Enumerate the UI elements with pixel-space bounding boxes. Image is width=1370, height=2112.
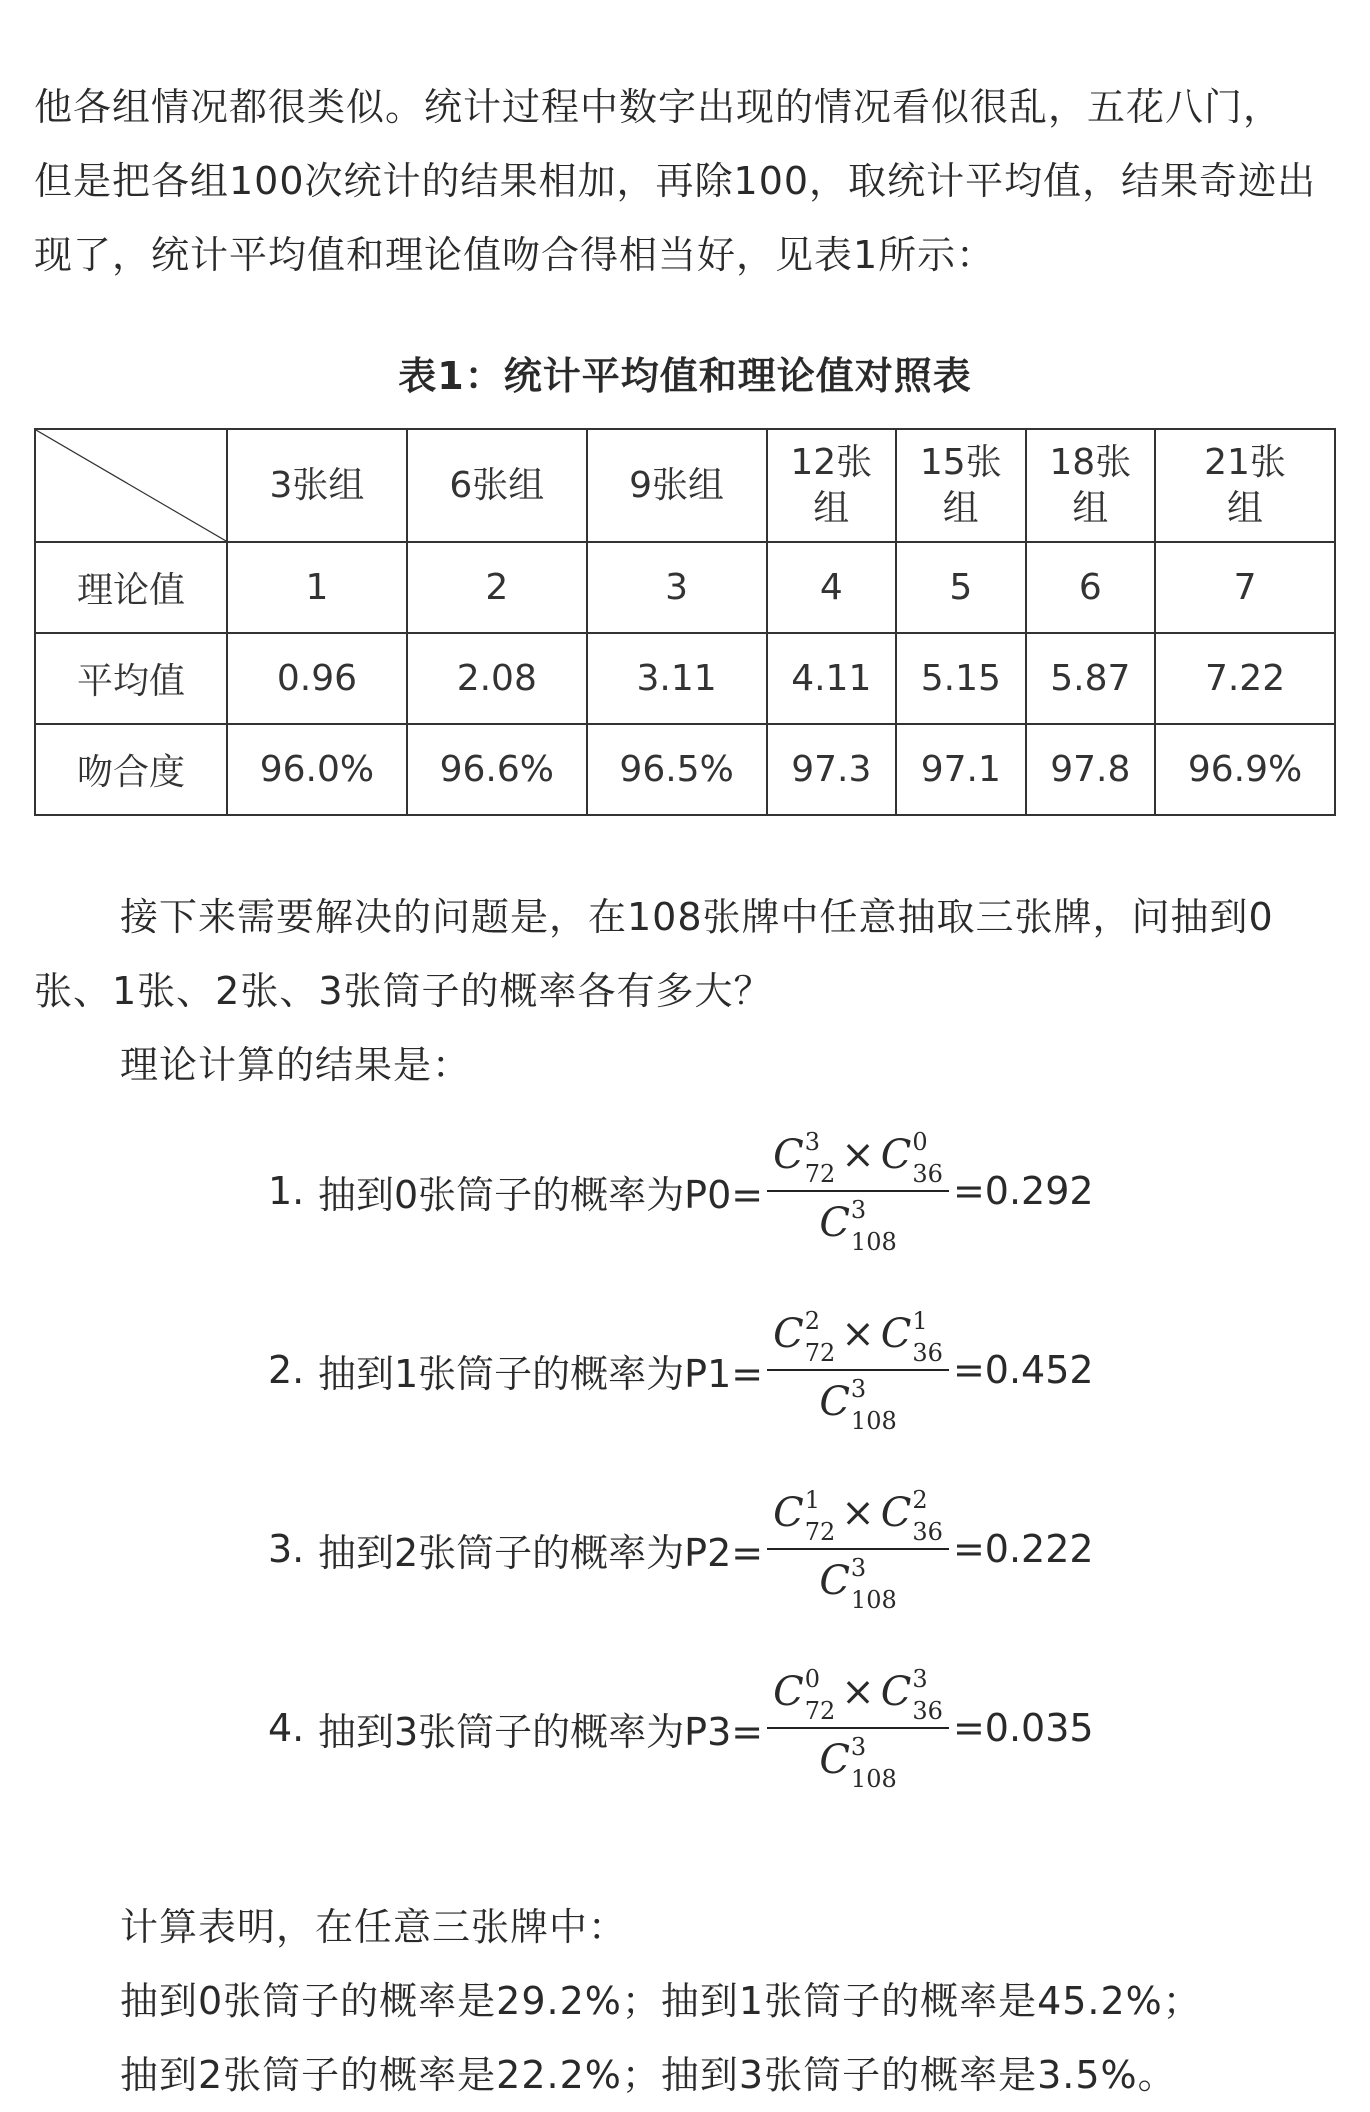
table-cell: 4.11	[767, 633, 897, 724]
table-cell: 96.5%	[587, 724, 767, 815]
question-paragraph	[34, 880, 1334, 1102]
table-cell: 2.08	[407, 633, 587, 724]
column-header: 21张 组	[1155, 429, 1335, 542]
question-line: 张、1张、2张、3张筒子的概率各有多大？	[34, 969, 773, 1013]
question-line: 接下来需要解决的问题是，在108张牌中任意抽取三张牌，问抽到0	[120, 895, 1274, 939]
table-header-row	[35, 429, 1335, 542]
table-cell: 7	[1155, 542, 1335, 633]
row-label: 平均值	[35, 633, 227, 724]
column-header: 15张 组	[896, 429, 1026, 542]
fraction-numerator: C 0 72 × C 3 36	[767, 1669, 949, 1729]
conclusion-paragraph	[34, 1890, 1334, 2112]
formula-result: =0.222	[952, 1527, 1094, 1571]
table-cell: 7.22	[1155, 633, 1335, 724]
table-row-theoretical	[35, 542, 1335, 633]
column-header: 9张组	[587, 429, 767, 542]
table-cell: 96.9%	[1155, 724, 1335, 815]
table-cell: 97.1	[896, 724, 1026, 815]
probability-formula	[268, 1128, 1094, 1256]
row-label: 吻合度	[35, 724, 227, 815]
column-header: 12张 组	[767, 429, 897, 542]
diagonal-corner-cell	[35, 429, 227, 542]
table-cell: 96.0%	[227, 724, 407, 815]
table-row-average	[35, 633, 1335, 724]
table-cell: 5.15	[896, 633, 1026, 724]
table-cell: 4	[767, 542, 897, 633]
intro-line: 现了，统计平均值和理论值吻合得相当好，见表1所示：	[34, 233, 996, 277]
column-header: 18张 组	[1026, 429, 1156, 542]
fraction-denominator: C 3 108	[819, 1196, 897, 1256]
formula-result: =0.452	[952, 1348, 1094, 1392]
table-cell: 97.8	[1026, 724, 1156, 815]
probability-formula	[268, 1486, 1094, 1614]
fraction	[767, 1307, 949, 1435]
comparison-table	[34, 428, 1336, 816]
table-cell: 2	[407, 542, 587, 633]
formula-label: 抽到1张筒子的概率为P1=	[318, 1351, 764, 1396]
formula-label: 抽到0张筒子的概率为P0=	[318, 1172, 764, 1217]
table-cell: 96.6%	[407, 724, 587, 815]
fraction-denominator: C 3 108	[819, 1375, 897, 1435]
conclusion-line: 抽到2张筒子的概率是22.2%；抽到3张筒子的概率是3.5%。	[120, 2053, 1177, 2097]
calc-intro: 理论计算的结果是：	[120, 1043, 472, 1087]
table-cell: 3.11	[587, 633, 767, 724]
intro-paragraph	[34, 70, 1334, 292]
formula-number: 3.	[268, 1527, 305, 1571]
table-cell: 3	[587, 542, 767, 633]
table-row-agreement	[35, 724, 1335, 815]
intro-line: 但是把各组100次统计的结果相加，再除100，取统计平均值，结果奇迹出	[34, 159, 1317, 203]
formula-label: 抽到2张筒子的概率为P2=	[318, 1530, 764, 1575]
intro-line: 他各组情况都很类似。统计过程中数字出现的情况看似很乱，五花八门，	[34, 85, 1283, 129]
fraction-numerator: C 2 72 × C 1 36	[767, 1311, 949, 1371]
fraction	[767, 1128, 949, 1256]
table-cell: 97.3	[767, 724, 897, 815]
formula-label: 抽到3张筒子的概率为P3=	[318, 1709, 764, 1754]
column-header: 6张组	[407, 429, 587, 542]
probability-formula	[268, 1307, 1094, 1435]
formula-number: 4.	[268, 1706, 305, 1750]
conclusion-line: 抽到0张筒子的概率是29.2%；抽到1张筒子的概率是45.2%；	[120, 1979, 1202, 2023]
probability-formula	[268, 1665, 1094, 1793]
formula-result: =0.035	[952, 1706, 1094, 1750]
table-cell: 0.96	[227, 633, 407, 724]
conclusion-intro: 计算表明，在任意三张牌中：	[120, 1905, 628, 1949]
fraction	[767, 1486, 949, 1614]
formula-result: =0.292	[952, 1169, 1094, 1213]
row-label: 理论值	[35, 542, 227, 633]
fraction-numerator: C 3 72 × C 0 36	[767, 1132, 949, 1192]
table-cell: 1	[227, 542, 407, 633]
table-cell: 5.87	[1026, 633, 1156, 724]
fraction-denominator: C 3 108	[819, 1733, 897, 1793]
fraction-numerator: C 1 72 × C 2 36	[767, 1490, 949, 1550]
table-cell: 5	[896, 542, 1026, 633]
column-header: 3张组	[227, 429, 407, 542]
fraction-denominator: C 3 108	[819, 1554, 897, 1614]
formula-number: 1.	[268, 1169, 305, 1213]
fraction	[767, 1665, 949, 1793]
diagonal-line-icon	[36, 430, 226, 541]
table-cell: 6	[1026, 542, 1156, 633]
table-caption: 表1：统计平均值和理论值对照表	[398, 354, 972, 398]
formula-number: 2.	[268, 1348, 305, 1392]
